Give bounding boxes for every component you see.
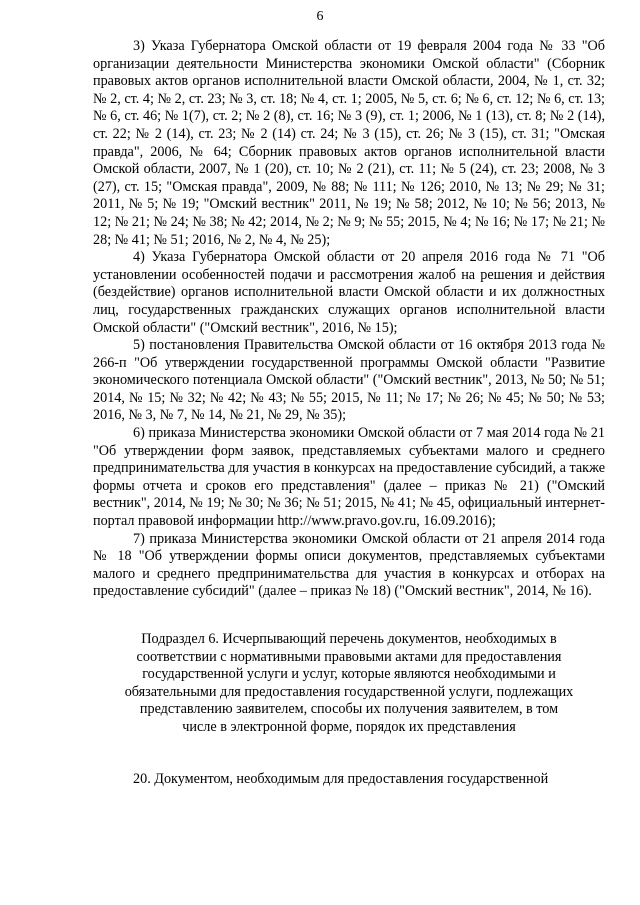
list-item-4-decree: 4) Указа Губернатора Омской области от 20 апреля 2016 года № 71 "Об установлении особенностей подачи и рассмотрения жалоб на решения и действия (бездействие) органов исполнительной власти Омской области и их должностных лиц, государственных гражданских служащих органов исполнительной власти Омской области" ("Омский вестник", 2016, № 15); [93,249,605,336]
list-item-7-order: 7) приказа Министерства экономики Омской области от 21 апреля 2014 года № 18 "Об утверждении формы описи документов, представляемых субъектами малого и среднего предпринимательства для участия в конкурсах и отборах на предоставление субсидий" (далее – приказ № 18) ("Омский вестник", 2014, № 16). [93,530,605,600]
page-number: 6 [316,9,324,24]
subsection-6-title: Подраздел 6. Исчерпывающий перечень документов, необходимых в соответствии с нормативными правовыми актами для предоставления государственной услуги и услуг, которые являются необходимыми и обязательными для предоставления государственной услуги, подлежащих представлению заявителем, способы их получения заявителем, в том числе в электронной форме, порядок их представления [124,631,574,735]
list-item-5-resolution: 5) постановления Правительства Омской области от 16 октября 2013 года № 266-п "Об утверждении государственной программы Омской области "Развитие экономического потенциала Омской области" ("Омский вестник", 2013, № 50; № 51; 2014, № 15; № 32; № 42; № 43; № 55; 2015, № 11; № 17; № 26; № 45; № 50; № 53; 2016, № 3, № 7, № 14, № 21, № 29, № 35); [93,337,605,424]
paragraph-20: 20. Документом, необходимым для предоставления государственной [133,770,549,787]
page-content [93,38,605,788]
list-item-3-decree: 3) Указа Губернатора Омской области от 19 февраля 2004 года № 33 "Об организации деятельности Министерства экономики Омской области" (Сборник правовых актов органов исполнительной власти Омской области, 2004, № 1, ст. 32; № 2, ст. 4; № 2, ст. 23; № 3, ст. 18; № 4, ст. 1; 2005, № 5, ст. 6; № 6, ст. 12; № 6, ст. 13; № 6, ст. 46; № 1(7), ст. 2; № 2 (8), ст. 16; № 3 (9), ст. 1; 2006, № 1 (13), ст. 8; № 2 (14), ст. 22; № 2 (14), ст. 23; № 2 (14) ст. 24; № 3 (15), ст. 26; № 3 (15), ст. 31; "Омская правда", 2006, № 64; Сборник правовых актов органов исполнительной власти Омской области, 2007, № 1 (20), ст. 10; № 2 (21), ст. 11; № 5 (24), ст. 23; 2008, № 3 (27), ст. 15; "Омская правда", 2009, № 88; № 111; № 126; 2010, № 13; № 29; № 31; 2011, № 5; № 19; "Омский вестник" 2011, № 19; № 58; 2012, № 10; № 56; 2013, № 12; № 21; № 24; № 38; № 42; 2014, № 2; № 9; № 55; 2015, № 4; № 16; № 17; № 21; № 28; № 41; № 51; 2016, № 2, № 4, № 25); [93,38,605,248]
list-item-6-order: 6) приказа Министерства экономики Омской области от 7 мая 2014 года № 21 "Об утверждении форм заявок, представляемых субъектами малого и среднего предпринимательства для участия в конкурсах на предоставление субсидий, а также формы отчета и сроков его представления" (далее – приказ № 21) ("Омский вестник", 2014, № 19; № 30; № 36; № 51; 2015, № 41; № 45, официальный интернет-портал правовой информации http://www.pravo.gov.ru, 16.09.2016); [93,425,605,530]
